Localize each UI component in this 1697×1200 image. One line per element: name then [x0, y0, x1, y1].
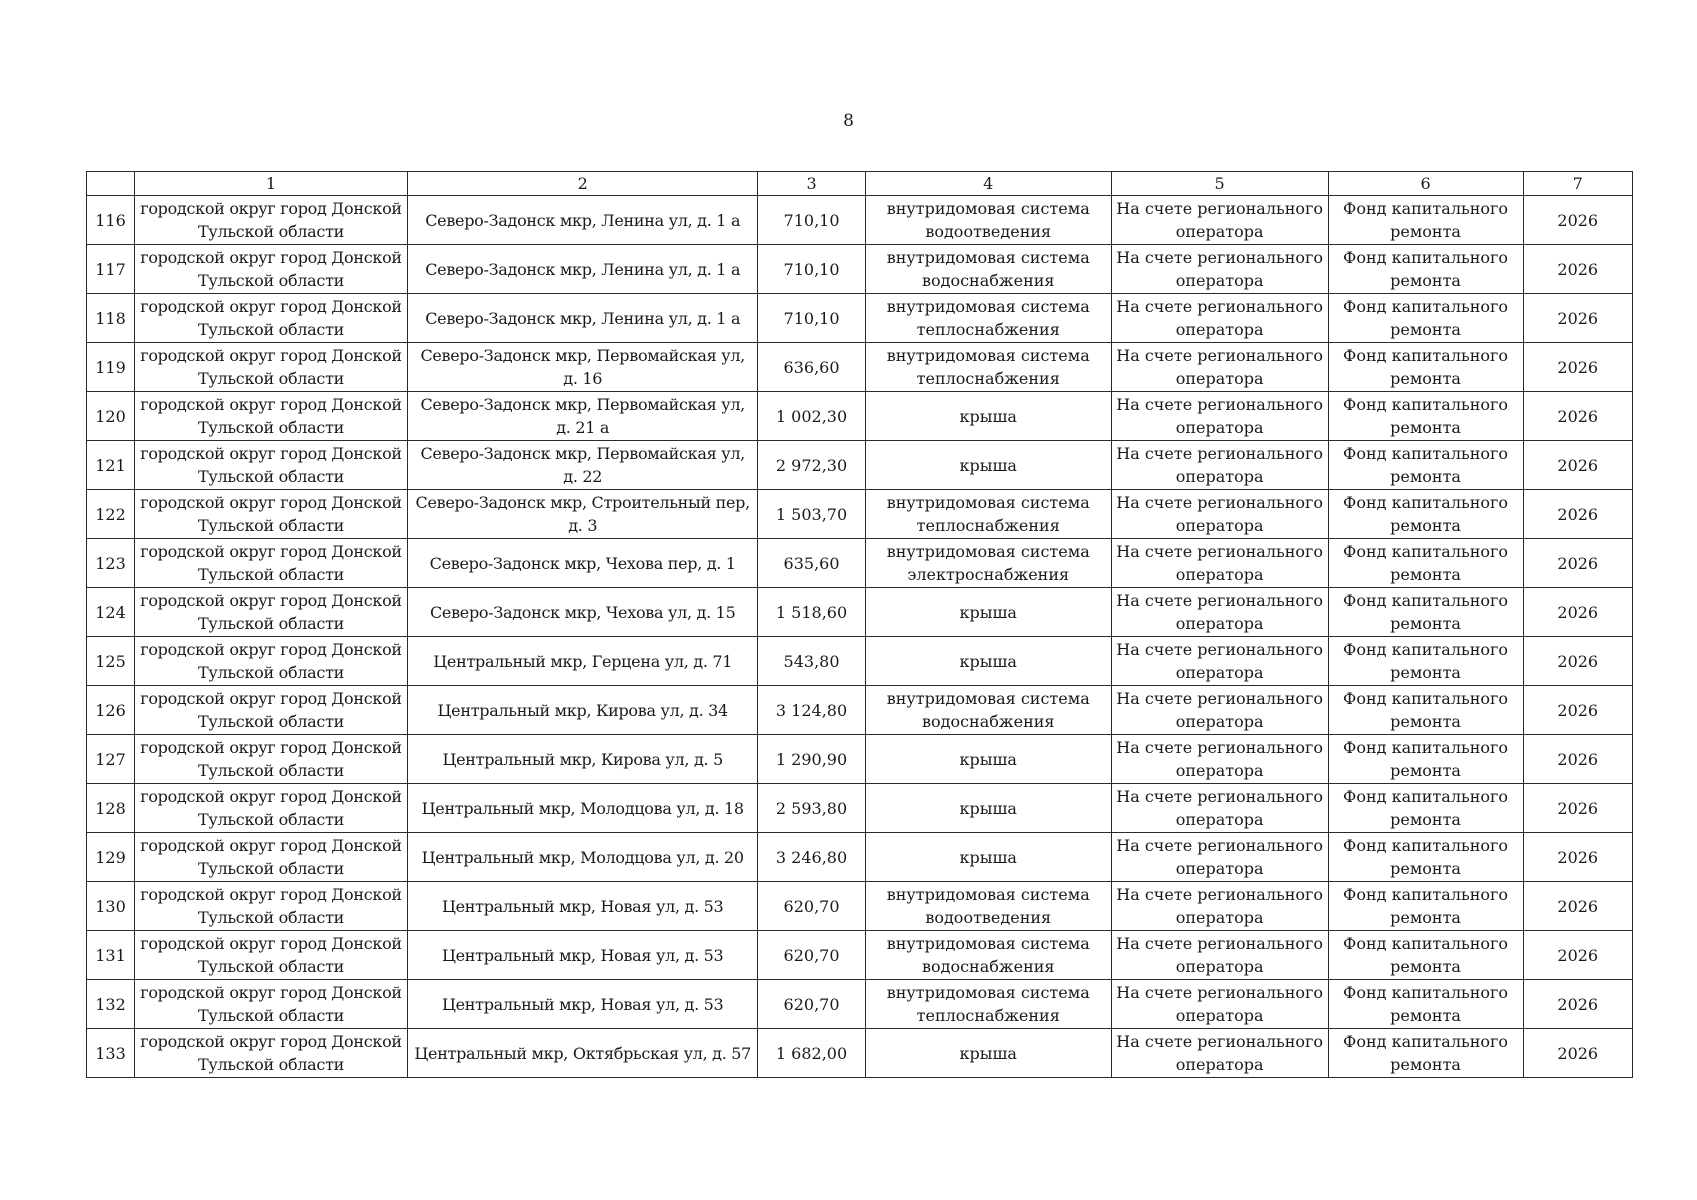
funding-source-cell: Фонд капитального ремонта [1328, 882, 1523, 931]
table-row [87, 637, 1633, 686]
municipality-cell: городской округ город Донской Тульской области [134, 294, 407, 343]
area-cell: 620,70 [758, 931, 865, 980]
address-cell: Центральный мкр, Новая ул, д. 53 [408, 931, 758, 980]
municipality-cell: городской округ город Донской Тульской области [134, 686, 407, 735]
header-cell-blank [87, 172, 135, 196]
address-cell: Центральный мкр, Кирова ул, д. 5 [408, 735, 758, 784]
area-cell: 710,10 [758, 196, 865, 245]
municipality-cell: городской округ город Донской Тульской области [134, 245, 407, 294]
address-cell: Северо-Задонск мкр, Чехова ул, д. 15 [408, 588, 758, 637]
year-cell: 2026 [1523, 588, 1633, 637]
header-cell-6: 6 [1328, 172, 1523, 196]
account-cell: На счете регионального оператора [1111, 882, 1328, 931]
municipality-cell: городской округ город Донской Тульской области [134, 882, 407, 931]
year-cell: 2026 [1523, 245, 1633, 294]
address-cell: Центральный мкр, Герцена ул, д. 71 [408, 637, 758, 686]
table-header-row [87, 172, 1633, 196]
funding-source-cell: Фонд капитального ремонта [1328, 245, 1523, 294]
municipality-cell: городской округ город Донской Тульской области [134, 441, 407, 490]
work-type-cell: внутридомовая система теплоснабжения [865, 343, 1111, 392]
area-cell: 620,70 [758, 980, 865, 1029]
area-cell: 3 124,80 [758, 686, 865, 735]
work-type-cell: внутридомовая система теплоснабжения [865, 980, 1111, 1029]
table-row [87, 931, 1633, 980]
row-number-cell: 120 [87, 392, 135, 441]
work-type-cell: крыша [865, 392, 1111, 441]
address-cell: Центральный мкр, Молодцова ул, д. 20 [408, 833, 758, 882]
row-number-cell: 132 [87, 980, 135, 1029]
table-row [87, 980, 1633, 1029]
work-type-cell: крыша [865, 833, 1111, 882]
work-type-cell: внутридомовая система водоснабжения [865, 686, 1111, 735]
municipality-cell: городской округ город Донской Тульской области [134, 490, 407, 539]
table-row [87, 343, 1633, 392]
funding-source-cell: Фонд капитального ремонта [1328, 441, 1523, 490]
year-cell: 2026 [1523, 1029, 1633, 1078]
account-cell: На счете регионального оператора [1111, 294, 1328, 343]
address-cell: Центральный мкр, Новая ул, д. 53 [408, 882, 758, 931]
account-cell: На счете регионального оператора [1111, 588, 1328, 637]
municipality-cell: городской округ город Донской Тульской области [134, 588, 407, 637]
municipality-cell: городской округ город Донской Тульской области [134, 196, 407, 245]
account-cell: На счете регионального оператора [1111, 392, 1328, 441]
funding-source-cell: Фонд капитального ремонта [1328, 686, 1523, 735]
account-cell: На счете регионального оператора [1111, 539, 1328, 588]
municipality-cell: городской округ город Донской Тульской области [134, 392, 407, 441]
account-cell: На счете регионального оператора [1111, 980, 1328, 1029]
area-cell: 1 503,70 [758, 490, 865, 539]
work-type-cell: внутридомовая система теплоснабжения [865, 490, 1111, 539]
funding-source-cell: Фонд капитального ремонта [1328, 833, 1523, 882]
area-cell: 620,70 [758, 882, 865, 931]
account-cell: На счете регионального оператора [1111, 343, 1328, 392]
account-cell: На счете регионального оператора [1111, 490, 1328, 539]
row-number-cell: 130 [87, 882, 135, 931]
year-cell: 2026 [1523, 392, 1633, 441]
account-cell: На счете регионального оператора [1111, 833, 1328, 882]
account-cell: На счете регионального оператора [1111, 441, 1328, 490]
row-number-cell: 125 [87, 637, 135, 686]
table-row [87, 539, 1633, 588]
table-body [87, 196, 1633, 1078]
municipality-cell: городской округ город Донской Тульской области [134, 784, 407, 833]
work-type-cell: внутридомовая система электроснабжения [865, 539, 1111, 588]
funding-source-cell: Фонд капитального ремонта [1328, 588, 1523, 637]
address-cell: Северо-Задонск мкр, Строительный пер, д. 3 [408, 490, 758, 539]
area-cell: 1 002,30 [758, 392, 865, 441]
area-cell: 2 972,30 [758, 441, 865, 490]
work-type-cell: внутридомовая система водоотведения [865, 882, 1111, 931]
address-cell: Центральный мкр, Новая ул, д. 53 [408, 980, 758, 1029]
funding-source-cell: Фонд капитального ремонта [1328, 343, 1523, 392]
year-cell: 2026 [1523, 931, 1633, 980]
work-type-cell: крыша [865, 735, 1111, 784]
table-row [87, 588, 1633, 637]
address-cell: Северо-Задонск мкр, Ленина ул, д. 1 а [408, 196, 758, 245]
year-cell: 2026 [1523, 784, 1633, 833]
table-row [87, 392, 1633, 441]
funding-source-cell: Фонд капитального ремонта [1328, 1029, 1523, 1078]
account-cell: На счете регионального оператора [1111, 784, 1328, 833]
address-cell: Северо-Задонск мкр, Чехова пер, д. 1 [408, 539, 758, 588]
work-type-cell: внутридомовая система водоотведения [865, 196, 1111, 245]
account-cell: На счете регионального оператора [1111, 1029, 1328, 1078]
municipality-cell: городской округ город Донской Тульской области [134, 833, 407, 882]
work-type-cell: крыша [865, 588, 1111, 637]
work-type-cell: крыша [865, 441, 1111, 490]
area-cell: 710,10 [758, 294, 865, 343]
funding-source-cell: Фонд капитального ремонта [1328, 294, 1523, 343]
row-number-cell: 119 [87, 343, 135, 392]
account-cell: На счете регионального оператора [1111, 245, 1328, 294]
table-row [87, 735, 1633, 784]
header-cell-7: 7 [1523, 172, 1633, 196]
area-cell: 2 593,80 [758, 784, 865, 833]
table-row [87, 833, 1633, 882]
area-cell: 1 290,90 [758, 735, 865, 784]
year-cell: 2026 [1523, 441, 1633, 490]
area-cell: 1 518,60 [758, 588, 865, 637]
work-type-cell: внутридомовая система водоснабжения [865, 931, 1111, 980]
account-cell: На счете регионального оператора [1111, 735, 1328, 784]
address-cell: Северо-Задонск мкр, Ленина ул, д. 1 а [408, 294, 758, 343]
address-cell: Северо-Задонск мкр, Первомайская ул, д. 16 [408, 343, 758, 392]
funding-source-cell: Фонд капитального ремонта [1328, 931, 1523, 980]
header-cell-5: 5 [1111, 172, 1328, 196]
area-cell: 543,80 [758, 637, 865, 686]
funding-source-cell: Фонд капитального ремонта [1328, 637, 1523, 686]
municipality-cell: городской округ город Донской Тульской области [134, 1029, 407, 1078]
table-row [87, 1029, 1633, 1078]
year-cell: 2026 [1523, 196, 1633, 245]
address-cell: Центральный мкр, Кирова ул, д. 34 [408, 686, 758, 735]
work-type-cell: крыша [865, 1029, 1111, 1078]
year-cell: 2026 [1523, 343, 1633, 392]
row-number-cell: 121 [87, 441, 135, 490]
year-cell: 2026 [1523, 735, 1633, 784]
municipality-cell: городской округ город Донской Тульской области [134, 539, 407, 588]
row-number-cell: 124 [87, 588, 135, 637]
page-number: 8 [843, 111, 854, 131]
municipality-cell: городской округ город Донской Тульской области [134, 980, 407, 1029]
area-cell: 3 246,80 [758, 833, 865, 882]
row-number-cell: 117 [87, 245, 135, 294]
table-row [87, 686, 1633, 735]
header-cell-4: 4 [865, 172, 1111, 196]
table-row [87, 196, 1633, 245]
funding-source-cell: Фонд капитального ремонта [1328, 784, 1523, 833]
year-cell: 2026 [1523, 294, 1633, 343]
year-cell: 2026 [1523, 980, 1633, 1029]
address-cell: Северо-Задонск мкр, Первомайская ул, д. 21 а [408, 392, 758, 441]
year-cell: 2026 [1523, 539, 1633, 588]
header-cell-2: 2 [408, 172, 758, 196]
year-cell: 2026 [1523, 833, 1633, 882]
table-row [87, 245, 1633, 294]
account-cell: На счете регионального оператора [1111, 637, 1328, 686]
funding-source-cell: Фонд капитального ремонта [1328, 392, 1523, 441]
year-cell: 2026 [1523, 686, 1633, 735]
work-type-cell: крыша [865, 637, 1111, 686]
table-row [87, 441, 1633, 490]
account-cell: На счете регионального оператора [1111, 196, 1328, 245]
row-number-cell: 116 [87, 196, 135, 245]
municipality-cell: городской округ город Донской Тульской области [134, 735, 407, 784]
year-cell: 2026 [1523, 882, 1633, 931]
municipality-cell: городской округ город Донской Тульской области [134, 931, 407, 980]
municipality-cell: городской округ город Донской Тульской области [134, 343, 407, 392]
capital-repair-table [86, 171, 1633, 1078]
row-number-cell: 128 [87, 784, 135, 833]
row-number-cell: 127 [87, 735, 135, 784]
address-cell: Центральный мкр, Октябрьская ул, д. 57 [408, 1029, 758, 1078]
area-cell: 710,10 [758, 245, 865, 294]
row-number-cell: 118 [87, 294, 135, 343]
address-cell: Северо-Задонск мкр, Первомайская ул, д. 22 [408, 441, 758, 490]
table-row [87, 784, 1633, 833]
table-row [87, 490, 1633, 539]
row-number-cell: 133 [87, 1029, 135, 1078]
row-number-cell: 126 [87, 686, 135, 735]
row-number-cell: 123 [87, 539, 135, 588]
address-cell: Северо-Задонск мкр, Ленина ул, д. 1 а [408, 245, 758, 294]
funding-source-cell: Фонд капитального ремонта [1328, 735, 1523, 784]
funding-source-cell: Фонд капитального ремонта [1328, 490, 1523, 539]
funding-source-cell: Фонд капитального ремонта [1328, 196, 1523, 245]
year-cell: 2026 [1523, 490, 1633, 539]
area-cell: 635,60 [758, 539, 865, 588]
funding-source-cell: Фонд капитального ремонта [1328, 980, 1523, 1029]
area-cell: 636,60 [758, 343, 865, 392]
funding-source-cell: Фонд капитального ремонта [1328, 539, 1523, 588]
work-type-cell: внутридомовая система теплоснабжения [865, 294, 1111, 343]
work-type-cell: внутридомовая система водоснабжения [865, 245, 1111, 294]
account-cell: На счете регионального оператора [1111, 931, 1328, 980]
row-number-cell: 131 [87, 931, 135, 980]
address-cell: Центральный мкр, Молодцова ул, д. 18 [408, 784, 758, 833]
table-row [87, 882, 1633, 931]
account-cell: На счете регионального оператора [1111, 686, 1328, 735]
year-cell: 2026 [1523, 637, 1633, 686]
header-cell-1: 1 [134, 172, 407, 196]
row-number-cell: 129 [87, 833, 135, 882]
table-row [87, 294, 1633, 343]
header-cell-3: 3 [758, 172, 865, 196]
row-number-cell: 122 [87, 490, 135, 539]
work-type-cell: крыша [865, 784, 1111, 833]
municipality-cell: городской округ город Донской Тульской области [134, 637, 407, 686]
area-cell: 1 682,00 [758, 1029, 865, 1078]
